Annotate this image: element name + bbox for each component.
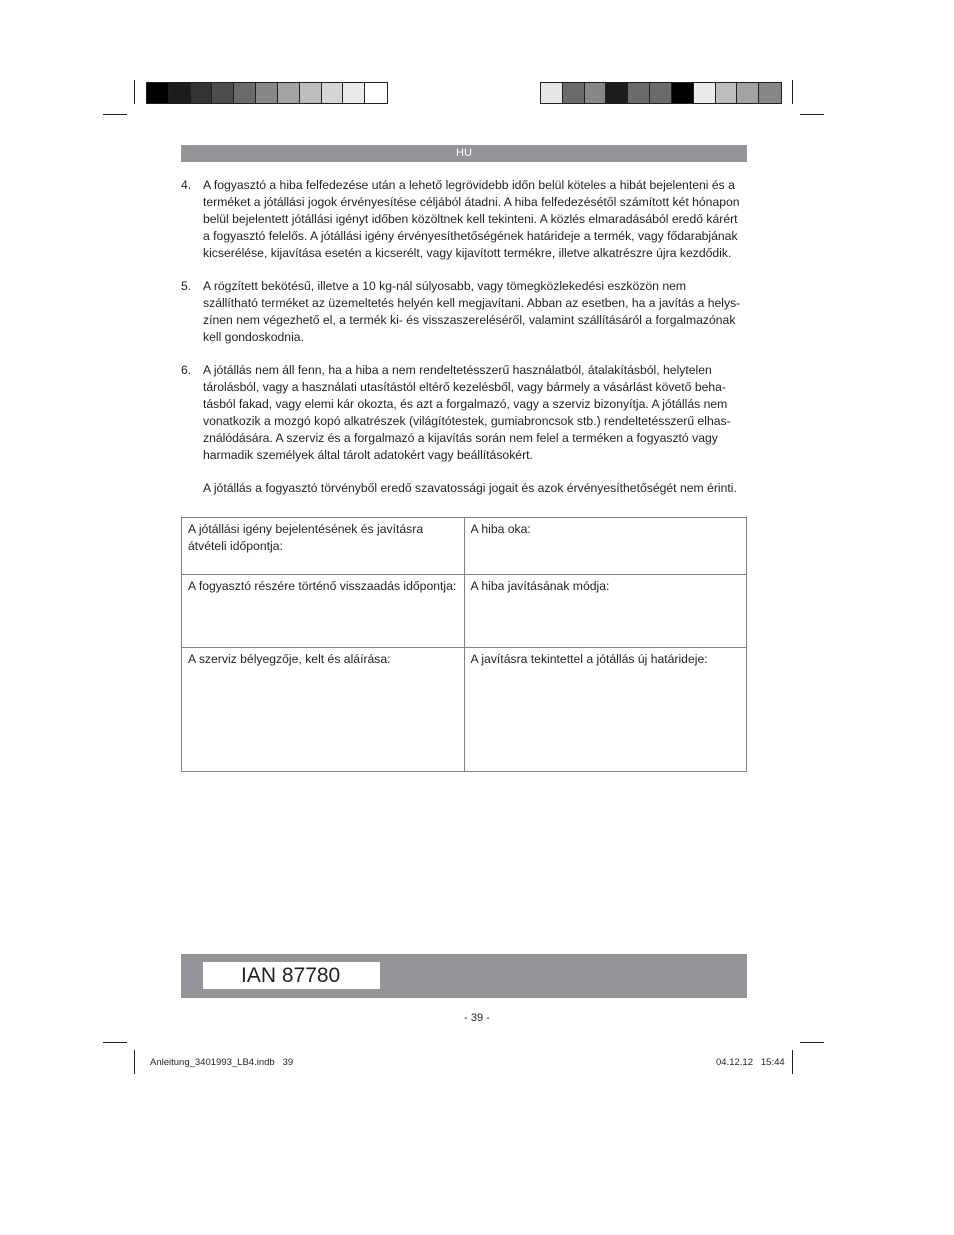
crop-mark (103, 114, 127, 115)
color-swatch (606, 83, 628, 103)
form-cell-repair-method: A hiba javításának módja: (464, 575, 747, 648)
color-swatch (212, 83, 234, 103)
clause-line: vonatkozik a mozgó kopó alkatrészek (világítótestek, gumiabroncsok stb.) rendeltetésszerű elhas- (203, 414, 731, 428)
clause-line: A rögzített bekötésű, illetve a 10 kg-nál súlyosabb, vagy tömegközlekedési eszközön nem (203, 279, 687, 293)
warranty-clause-4 (181, 177, 747, 262)
color-swatch (672, 83, 694, 103)
color-swatch (256, 83, 278, 103)
color-swatch (585, 83, 607, 103)
crop-mark (792, 80, 793, 104)
footer-file-info: Anleitung_3401993_LB4.indb 39 (150, 1057, 294, 1068)
footer-datetime: 04.12.12 15:44 (716, 1057, 785, 1068)
color-swatch (737, 83, 759, 103)
crop-mark (103, 1042, 127, 1043)
clause-line: tárolásból, vagy a használati utasítástól eltérő kezelésből, vagy bármely a vásárlást követő beha- (203, 380, 726, 394)
ian-number: IAN 87780 (241, 964, 341, 987)
form-cell-receipt-date: A jótállási igény bejelentésének és javításra átvételi időpontja: (182, 518, 465, 575)
color-swatch (628, 83, 650, 103)
clause-number: 4. (181, 178, 192, 192)
crop-mark (134, 80, 135, 104)
crop-mark (800, 1042, 824, 1043)
clause-line: harmadik személyek által tárolt adatokért vagy beállításokért. (203, 448, 533, 462)
crop-mark (134, 1050, 135, 1074)
color-swatch (169, 83, 191, 103)
clause-line: szállítható terméket az üzemeltetés helyén kell megjavítani. Abban az esetben, ha a javítás a helys- (203, 296, 741, 310)
clause-line: terméket a jótállási jogok érvényesítése céljából átadni. A hiba felfedezésétől számított két hónapon (203, 195, 740, 209)
page-number: - 39 - (464, 1012, 490, 1024)
color-swatch (147, 83, 169, 103)
color-swatch (716, 83, 738, 103)
clause-line: kell gondoskodnia. (203, 330, 304, 344)
color-swatch (343, 83, 365, 103)
color-swatch (300, 83, 322, 103)
clause-number: 6. (181, 363, 192, 377)
clause-line: tásból fakad, vagy elemi kár okozta, és azt a forgalmazó, vagy a szerviz bizonyítja. A jótállás nem (203, 397, 728, 411)
clause-line: A fogyasztó a hiba felfedezése után a lehető legrövidebb időn belül köteles a hibát bejelenteni és a (203, 178, 735, 192)
color-swatch (322, 83, 344, 103)
closing-statement: A jótállás a fogyasztó törvényből eredő szavatossági jogait és azok érvényesíthetőségét nem érinti. (203, 481, 737, 495)
clause-line: ználódására. A szerviz és a forgalmazó a kijavítás során nem felel a terméken a fogyasztó vagy (203, 431, 718, 445)
color-calibration-bar-left (146, 82, 388, 104)
crop-mark (792, 1050, 793, 1074)
clause-line: kicserélése, kijavítása esetén a kicserélt, vagy kijavított termékre, illetve alkatrészre újra kezdődik. (203, 246, 732, 260)
color-swatch (191, 83, 213, 103)
color-swatch (365, 83, 387, 103)
form-cell-service-stamp: A szerviz bélyegzője, kelt és aláírása: (182, 648, 465, 772)
clause-number: 5. (181, 279, 192, 293)
clause-line: zínen nem végezhető el, a termék ki- és visszaszereléséről, valamint szállításáról a forgalmazónak (203, 313, 736, 327)
color-swatch (694, 83, 716, 103)
warranty-clause-6 (181, 362, 747, 464)
form-cell-return-date: A fogyasztó részére történő visszaadás időpontja: (182, 575, 465, 648)
ian-number-box (203, 962, 380, 989)
warranty-clause-5 (181, 278, 747, 346)
clause-line: A jótállás nem áll fenn, ha a hiba a nem rendeltetésszerű használatból, átalakításból, helytelen (203, 363, 712, 377)
color-swatch (278, 83, 300, 103)
form-cell-new-deadline: A javításra tekintettel a jótállás új határideje: (464, 648, 747, 772)
color-swatch (541, 83, 563, 103)
clause-line: a fogyasztó felelős. A jótállási igény érvényesíthetőségének határideje a termék, vagy fődarabjának (203, 229, 738, 243)
color-swatch (759, 83, 781, 103)
color-calibration-bar-right (540, 82, 782, 104)
color-swatch (234, 83, 256, 103)
language-header: HU (181, 145, 747, 162)
form-cell-fault-cause: A hiba oka: (464, 518, 747, 575)
color-swatch (563, 83, 585, 103)
repair-record-table (181, 517, 747, 772)
crop-mark (800, 114, 824, 115)
clause-line: belül bejelentett jótállási igényt időben közöltnek kell tekinteni. A közlés elmaradásából eredő kárért (203, 212, 738, 226)
color-swatch (650, 83, 672, 103)
